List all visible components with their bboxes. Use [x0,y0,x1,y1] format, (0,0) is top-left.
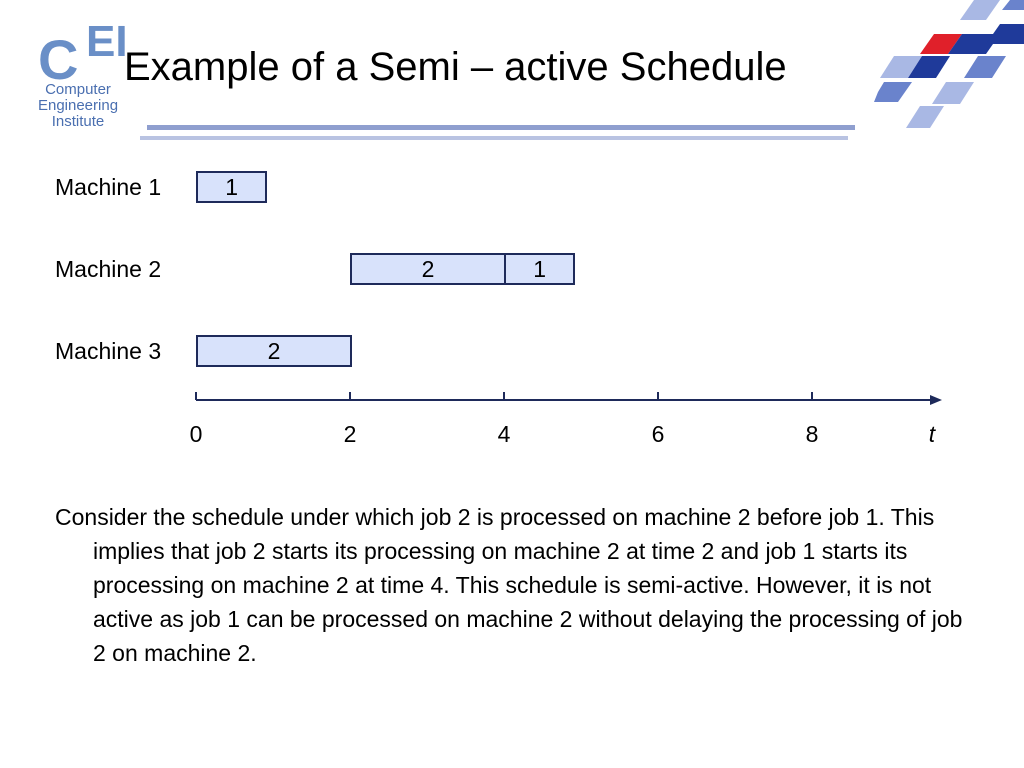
tick-label-6: 6 [651,421,665,447]
tick-label-0: 0 [189,421,203,447]
tick-marks [196,392,812,400]
machine-3-job-2-bar: 2 [196,335,352,367]
explanation-paragraph: Consider the schedule under which job 2 is processed on machine 2 before job 1. This implies that job 2 starts its processing on machine 2 at time 2 and job 1 starts its processing on machine 2 at time 4. This schedule is semi-active. However, it is not active as job 1 can be processed on machine 2 without delaying the processing of job 2 on machine 2. [55,504,963,666]
logo-line-institute: Institute [51,113,105,130]
slide-title: Example of a Semi – active Schedule [124,45,787,89]
time-axis-label: t [928,421,936,447]
logo-line-engineering: Engineering [37,97,119,114]
machine-2-label: Machine 2 [55,256,162,282]
tick-label-2: 2 [343,421,357,447]
machine-1-label: Machine 1 [55,174,162,200]
logo-line-computer: Computer [45,81,111,98]
logo-letter-c: C [38,28,75,91]
tick-label-4: 4 [497,421,511,447]
tick-label-8: 8 [805,421,819,447]
time-axis-arrowhead [930,395,942,405]
logo-letters-ei: EI [86,17,128,66]
machine-1-job-1-bar: 1 [196,171,267,203]
machine-2-job-1-bar: 1 [504,253,575,285]
machine-3-label: Machine 3 [55,338,162,364]
machine-2-job-2-bar: 2 [350,253,506,285]
